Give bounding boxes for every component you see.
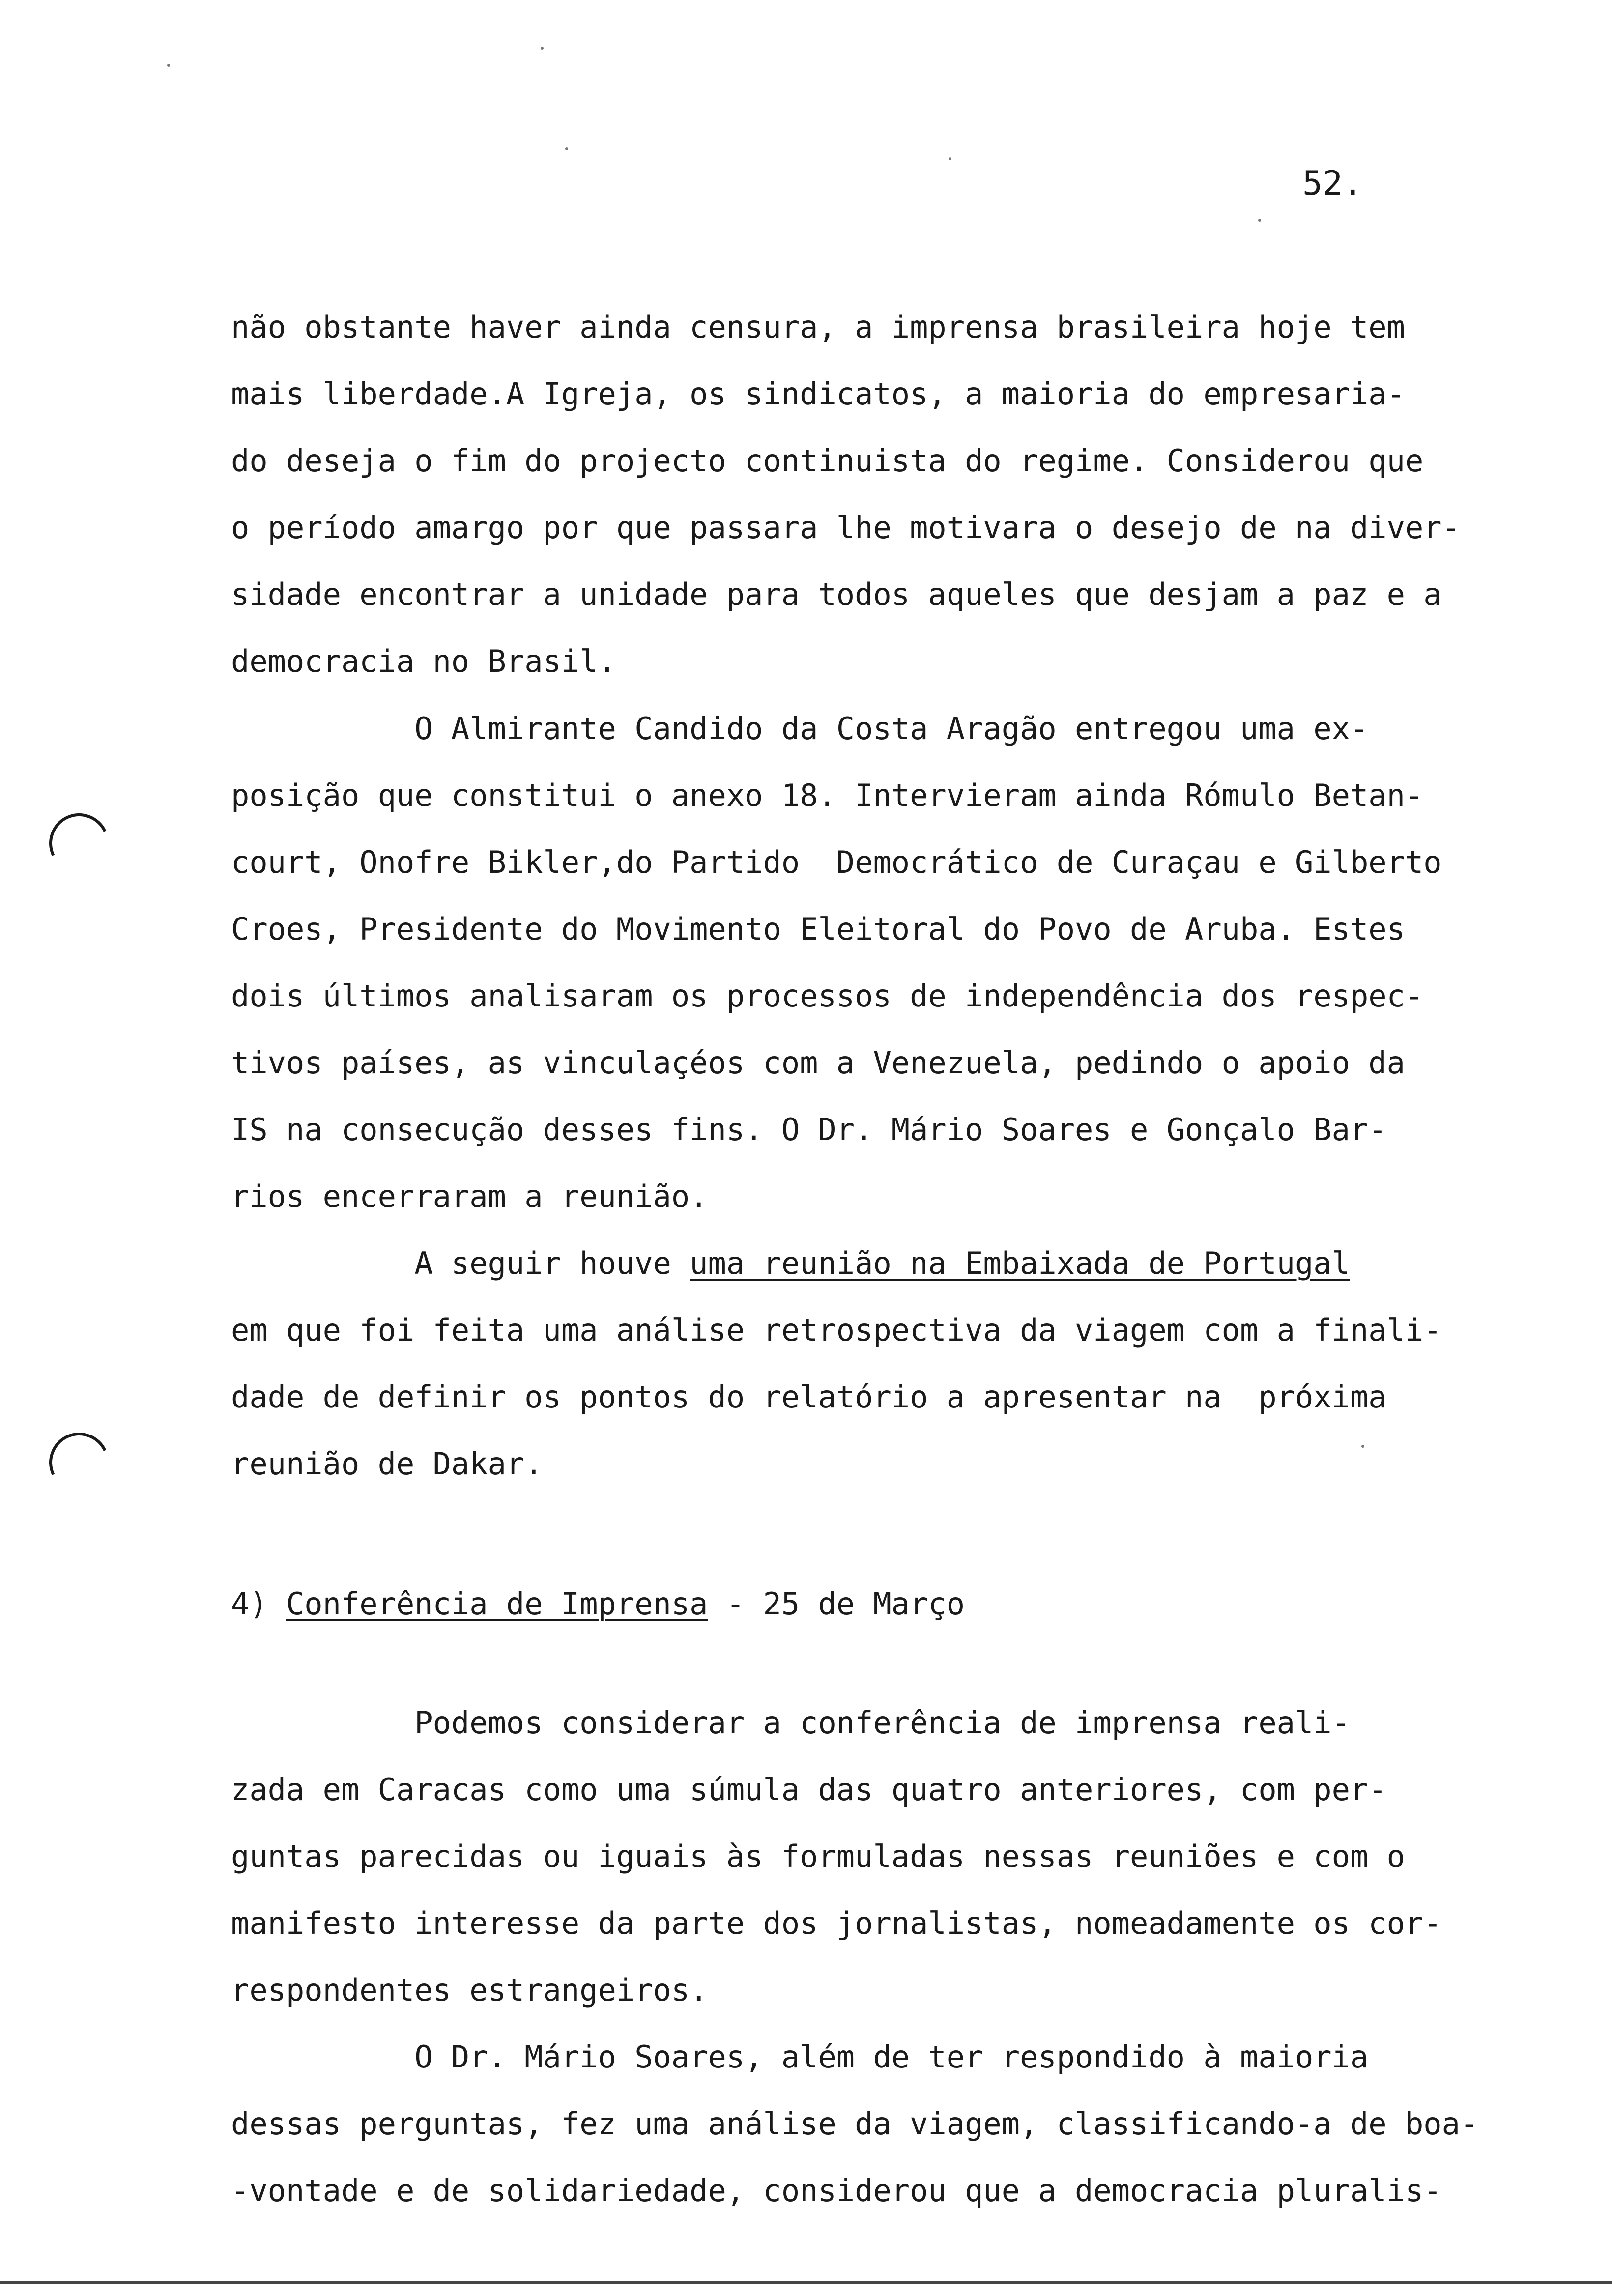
paragraph-line: mais liberdade.A Igreja, os sindicatos, a maioria do empresaria- bbox=[231, 376, 1405, 412]
scan-speck bbox=[565, 147, 568, 150]
paragraph-line: Podemos considerar a conferência de imprensa reali- bbox=[231, 1705, 1350, 1741]
paragraph-line: rios encerraram a reunião. bbox=[231, 1178, 708, 1214]
paragraph-line: O Almirante Candido da Costa Aragão entregou uma ex- bbox=[231, 711, 1369, 746]
paragraph-line: Croes, Presidente do Movimento Eleitoral do Povo de Aruba. Estes bbox=[231, 911, 1405, 947]
page-number: 52. bbox=[1302, 164, 1363, 203]
section-heading-date: - 25 de Março bbox=[708, 1586, 965, 1622]
paragraph-line: tivos países, as vinculaçéos com a Venezuela, pedindo o apoio da bbox=[231, 1045, 1405, 1081]
paragraph-line: em que foi feita uma análise retrospectiva da viagem com a finali- bbox=[231, 1312, 1442, 1348]
section-heading-number: 4) bbox=[231, 1586, 286, 1622]
paragraph-line: IS na consecução desses fins. O Dr. Mário Soares e Gonçalo Bar- bbox=[231, 1112, 1387, 1148]
paragraph-line: dade de definir os pontos do relatório a apresentar na próxima bbox=[231, 1379, 1387, 1415]
paragraph-line: manifesto interesse da parte dos jornalistas, nomeadamente os cor- bbox=[231, 1905, 1442, 1941]
scan-speck bbox=[541, 47, 544, 50]
embassy-meeting-line bbox=[231, 1245, 1350, 1281]
paragraph-line: respondentes estrangeiros. bbox=[231, 1972, 708, 2008]
embassy-line-underlined: uma reunião na Embaixada de Portugal bbox=[690, 1245, 1350, 1281]
paragraph-line: não obstante haver ainda censura, a imprensa brasileira hoje tem bbox=[231, 309, 1405, 345]
paragraph-line: o período amargo por que passara lhe motivara o desejo de na diver- bbox=[231, 510, 1460, 545]
paragraph-line: democracia no Brasil. bbox=[231, 643, 616, 679]
page-bottom-edge bbox=[0, 2281, 1612, 2284]
embassy-line-prefix: A seguir houve bbox=[231, 1245, 690, 1281]
scan-speck bbox=[949, 157, 951, 160]
scan-speck bbox=[1361, 1445, 1364, 1448]
section-heading-title: Conferência de Imprensa bbox=[286, 1586, 708, 1622]
paragraph-line: sidade encontrar a unidade para todos aqueles que desjam a paz e a bbox=[231, 576, 1442, 612]
section-heading bbox=[231, 1586, 965, 1622]
paragraph-line: -vontade e de solidariedade, considerou que a democracia pluralis- bbox=[231, 2173, 1442, 2209]
scan-speck bbox=[167, 64, 170, 67]
paragraph-line: court, Onofre Bikler,do Partido Democrático de Curaçau e Gilberto bbox=[231, 844, 1442, 880]
paragraph-line: dois últimos analisaram os processos de independência dos respec- bbox=[231, 978, 1424, 1014]
scan-speck bbox=[1258, 219, 1261, 222]
paragraph-line: do deseja o fim do projecto continuista do regime. Considerou que bbox=[231, 443, 1424, 479]
paragraph-line: zada em Caracas como uma súmula das quatro anteriores, com per- bbox=[231, 1772, 1387, 1808]
paragraph-line: O Dr. Mário Soares, além de ter respondido à maioria bbox=[231, 2039, 1369, 2075]
paragraph-line: posição que constitui o anexo 18. Intervieram ainda Rómulo Betan- bbox=[231, 777, 1424, 813]
punch-hole-bottom bbox=[41, 1424, 117, 1501]
paragraph-line: dessas perguntas, fez uma análise da viagem, classificando-a de boa- bbox=[231, 2106, 1479, 2142]
paragraph-line: reunião de Dakar. bbox=[231, 1446, 543, 1482]
punch-hole-top bbox=[41, 805, 117, 882]
paragraph-line: guntas parecidas ou iguais às formuladas nessas reuniões e com o bbox=[231, 1838, 1405, 1874]
